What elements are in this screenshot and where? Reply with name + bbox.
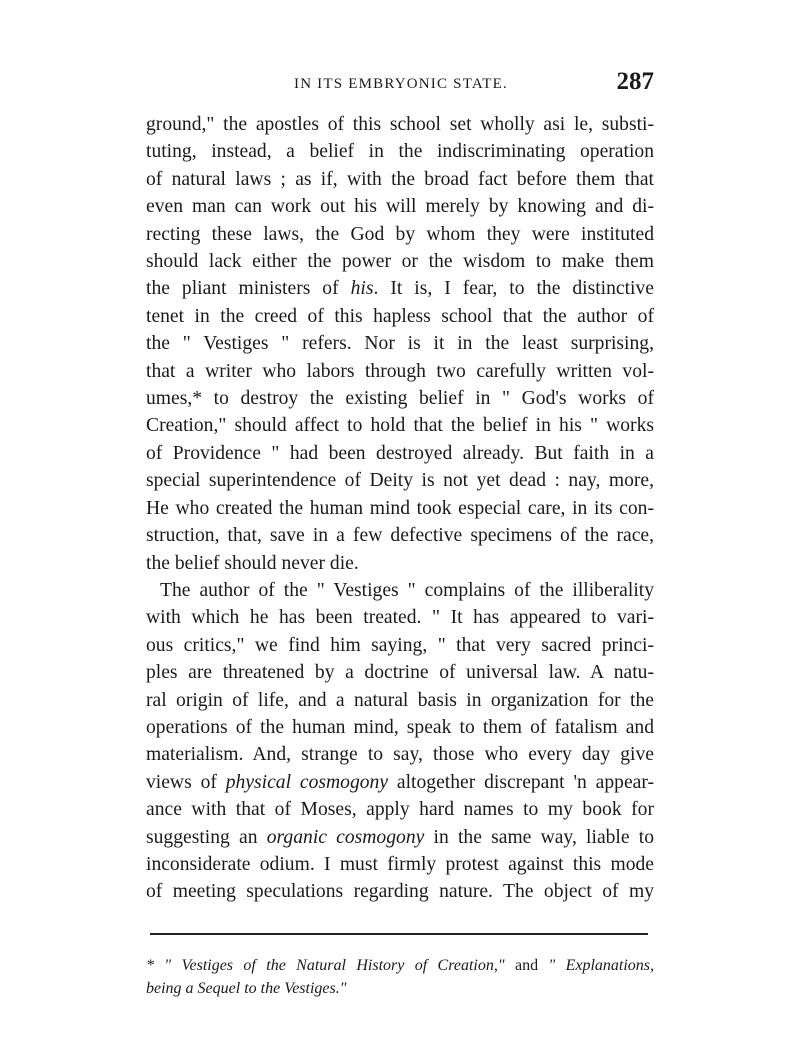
running-head: IN ITS EMBRYONIC STATE. — [294, 76, 508, 92]
text-line: The author of the " Vestiges " complains of the illiberality — [160, 579, 654, 601]
text-line: operations of the human mind, speak to them of fatalism and — [146, 716, 654, 738]
text-line: ples are threatened by a doctrine of universal law. A natu- — [146, 662, 654, 684]
text-line: even man can work out his will merely by knowing and di- — [146, 196, 654, 218]
text-line: views of physical cosmogony altogether discrepant 'n appear- — [146, 771, 654, 793]
text-line: that a writer who labors through two carefully written vol- — [146, 360, 654, 382]
text-line: the belief should never die. — [146, 552, 359, 574]
footnote-divider — [150, 933, 648, 935]
text-line: of Providence " had been destroyed already. But faith in a — [146, 442, 654, 464]
text-line: materialism. And, strange to say, those who every day give — [146, 744, 654, 766]
text-line: Creation," should affect to hold that the belief in his " works — [146, 415, 654, 437]
text-line: He who created the human mind took especial care, in its con- — [146, 497, 654, 519]
footnote — [146, 954, 654, 1000]
text-line: the " Vestiges " refers. Nor is it in the least surprising, — [146, 333, 654, 355]
text-line: recting these laws, the God by whom they were instituted — [146, 223, 654, 245]
text-line: ral origin of life, and a natural basis in organization for the — [146, 689, 654, 711]
text-line: tuting, instead, a belief in the indiscriminating operation — [146, 141, 654, 163]
page-number: 287 — [616, 68, 654, 95]
text-line: umes,* to destroy the existing belief in " God's works of — [146, 388, 654, 410]
text-line: struction, that, save in a few defective specimens of the race, — [146, 525, 654, 547]
text-line: special superintendence of Deity is not yet dead : nay, more, — [146, 470, 654, 492]
text-line: of meeting speculations regarding nature. The object of my — [146, 881, 654, 903]
text-line: tenet in the creed of this hapless school that the author of — [146, 305, 654, 327]
text-line: inconsiderate odium. I must firmly protest against this mode — [146, 853, 654, 875]
body-text — [146, 111, 654, 906]
text-line: ous critics," we find him saying, " that very sacred princi- — [146, 634, 654, 656]
text-line: suggesting an organic cosmogony in the same way, liable to — [146, 826, 655, 848]
page-header — [146, 68, 654, 104]
footnote-line: * " Vestiges of the Natural History of Creation," and " Explanations, — [146, 957, 655, 974]
text-line: with which he has been treated. " It has appeared to vari- — [146, 607, 654, 629]
text-line: ance with that of Moses, apply hard names to my book for — [146, 799, 654, 821]
footnote-line: being a Sequel to the Vestiges." — [146, 980, 347, 997]
text-line: of natural laws ; as if, with the broad fact before them that — [146, 168, 654, 190]
text-line: ground," the apostles of this school set wholly asi le, substi- — [146, 114, 654, 135]
text-line: the pliant ministers of his. It is, I fear, to the distinctive — [146, 278, 654, 300]
text-line: should lack either the power or the wisdom to make them — [146, 251, 654, 273]
